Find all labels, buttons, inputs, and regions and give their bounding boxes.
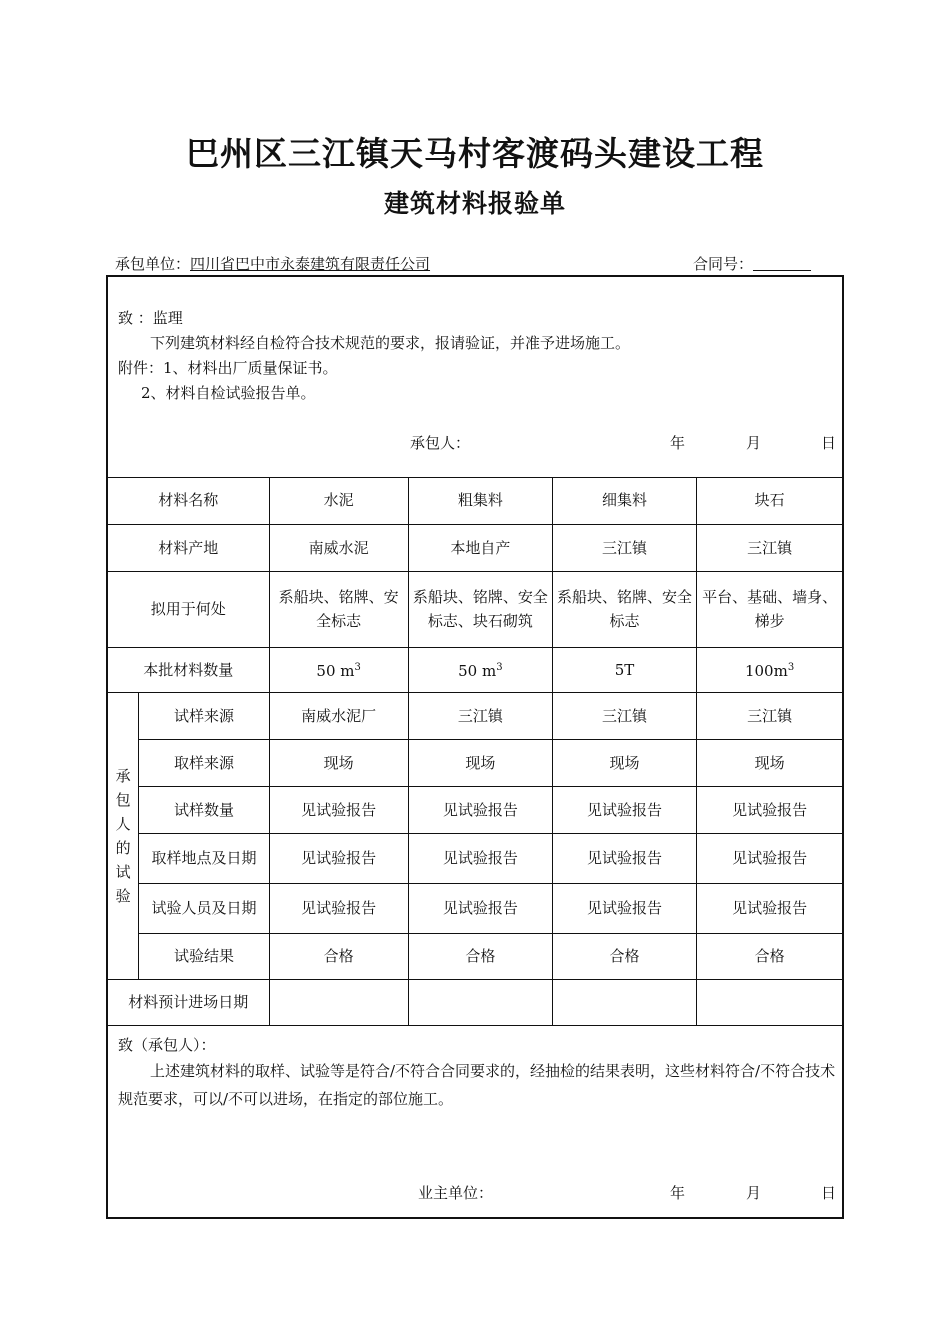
table-cell [697,739,842,786]
table-cell-text: 见试验报告 [442,849,518,867]
owner-date-day: 日 [821,1184,837,1202]
table-cell [408,477,552,524]
contract-number-line [693,253,811,274]
table-cell-text: 见试验报告 [732,800,808,819]
table-cell-text: 100m [744,662,788,680]
table-cell-text: 50 m [316,662,355,680]
table-cell-text: 见试验报告 [301,899,377,917]
owner-date-month: 月 [746,1184,762,1202]
row-label [108,979,269,1025]
table-cell [269,571,408,647]
table-row [108,979,842,1025]
table-cell-text: 见试验报告 [587,899,663,917]
table-cell [408,786,552,833]
table-cell [697,786,842,833]
form-subtitle: 建筑材料报验单 [383,189,566,218]
table-row [108,571,842,647]
table-cell [552,979,696,1025]
table-cell-text: 系船块、铭牌、安全标志 [278,588,399,630]
contractor-signer-label: 承包人： [410,434,471,452]
table-cell-text: 见试验报告 [442,800,518,819]
owner-response-section [108,1028,842,1217]
table-cell-text: 见试验报告 [587,800,663,819]
table-row [108,739,842,786]
table-row [108,883,842,933]
table-cell [408,933,552,979]
table-cell-text: 三江镇 [747,538,793,557]
table-cell [552,571,696,647]
table-cell-text: 见试验报告 [732,849,808,867]
table-cell-text: 南威水泥厂 [301,706,377,725]
date-month: 月 [746,434,762,452]
table-cell-text: 粗集料 [457,491,503,510]
table-cell-text: 见试验报告 [732,899,808,917]
table-row [108,692,842,739]
table-cell [697,833,842,883]
table-cell [269,477,408,524]
table-cell [552,524,696,571]
attachment-2: 2、材料自检试验报告单。 [141,384,316,402]
table-cell-text: 合格 [609,947,640,965]
unit-superscript: 3 [496,662,503,673]
table-cell [697,571,842,647]
table-cell [408,739,552,786]
row-label-text: 试样来源 [173,706,234,725]
table-cell [697,647,842,692]
material-table [108,477,842,1026]
table-cell [269,833,408,883]
table-row [108,933,842,979]
contractor-request-section [108,277,842,478]
row-label-text: 试样数量 [173,800,234,819]
table-cell-text: 现场 [323,753,354,772]
row-label-text: 本批材料数量 [143,660,234,679]
owner-addressee-line: 致（承包人）： [118,1036,216,1054]
table-cell-text: 三江镇 [747,706,793,725]
table-row [108,477,842,524]
contract-number-label: 合同号： [693,255,754,273]
table-cell [552,883,696,933]
row-label-text: 试验人员及日期 [151,899,257,917]
table-cell [408,571,552,647]
test-group-char: 验 [115,886,131,905]
table-cell-text: 现场 [465,753,496,772]
table-cell [269,647,408,692]
table-cell-text: 合格 [754,947,785,965]
table-cell-text: 三江镇 [457,706,503,725]
row-label [108,571,269,647]
table-cell [552,933,696,979]
row-label [139,883,269,933]
table-row [108,786,842,833]
table-cell-text: 系船块、铭牌、安全标志、块石砌筑 [412,588,548,630]
contractor-name: 四川省巴中市永泰建筑有限责任公司 [190,255,431,273]
table-cell [269,786,408,833]
table-cell [552,477,696,524]
table-cell-text: 三江镇 [602,538,648,557]
table-cell [697,979,842,1025]
table-cell [408,692,552,739]
table-cell [408,833,552,883]
date-day: 日 [821,434,837,452]
addressee-line: 致 ：监理 [118,309,183,327]
table-cell [697,524,842,571]
contractor-label: 承包单位： [115,255,191,273]
row-label [108,524,269,571]
row-label-text: 材料预计进场日期 [128,993,249,1011]
row-label-text: 拟用于何处 [150,600,226,618]
table-cell [552,647,696,692]
row-label-text: 取样地点及日期 [151,849,257,867]
table-cell-text: 见试验报告 [442,899,518,917]
test-group-char: 人 [115,814,131,833]
table-cell [552,833,696,883]
row-label [139,692,269,739]
row-label [139,786,269,833]
table-cell-text: 本地自产 [450,538,511,557]
table-cell-text: 三江镇 [602,706,648,725]
row-label-text: 取样来源 [173,753,234,772]
table-cell [697,692,842,739]
owner-response-body: 上述建筑材料的取样、试验等是符合/不符合合同要求的，经抽检的结果表明，这些材料符合/不符合技术规范要求，可以/不可以进场，在指定的部位施工。 [118,1062,836,1108]
table-cell-text: 50 m [458,662,497,680]
table-cell [269,883,408,933]
table-row [108,524,842,571]
table-cell-text: 见试验报告 [301,800,377,819]
table-cell-text: 水泥 [323,491,354,510]
request-body: 下列建筑材料经自检符合技术规范的要求，报请验证，并准予进场施工。 [150,334,631,352]
attachment-1: 附件：1、材料出厂质量保证书。 [118,359,338,377]
row-label [108,477,269,524]
table-cell-text: 现场 [754,753,785,772]
page-title: 巴州区三江镇天马村客渡码头建设工程 [186,134,764,173]
table-cell-text: 5T [614,660,635,679]
table-cell [269,692,408,739]
table-cell-text: 合格 [323,947,354,965]
table-row [108,833,842,883]
table-cell-text: 细集料 [602,491,648,510]
table-cell [408,524,552,571]
unit-superscript: 3 [787,662,795,673]
owner-date-year: 年 [670,1184,686,1202]
table-cell-text: 平台、基础、墙身、梯步 [702,588,838,630]
table-cell-text: 系船块、铭牌、安全标志 [557,588,693,630]
table-cell [269,739,408,786]
table-row [108,647,842,692]
table-cell [697,933,842,979]
table-cell-text: 见试验报告 [587,849,663,867]
table-cell [408,883,552,933]
table-cell [269,524,408,571]
unit-superscript: 3 [354,662,361,673]
table-cell [269,979,408,1025]
row-label-text: 材料名称 [158,491,219,510]
row-label [139,933,269,979]
table-cell-text: 见试验报告 [301,849,377,867]
test-group-char: 包 [115,790,131,809]
row-label [139,739,269,786]
test-group-label [108,692,139,979]
table-cell-text: 现场 [609,753,640,772]
row-label [139,833,269,883]
table-cell-text: 合格 [465,947,496,965]
row-label-text: 材料产地 [158,538,219,557]
table-cell-text: 块石 [754,491,785,510]
row-label-text: 试验结果 [173,947,234,965]
inspection-form [106,275,844,1219]
table-cell [552,739,696,786]
date-year: 年 [670,434,686,452]
table-cell-text: 南威水泥 [308,538,369,557]
owner-signer-label: 业主单位： [418,1184,494,1202]
table-cell [408,979,552,1025]
table-cell [552,786,696,833]
test-group-char: 的 [115,838,131,857]
table-cell [269,933,408,979]
table-cell [552,692,696,739]
test-group-char: 承 [115,766,131,785]
row-label [108,647,269,692]
table-cell [408,647,552,692]
table-cell [697,477,842,524]
test-group-char: 试 [115,862,131,881]
table-cell [697,883,842,933]
contract-number-blank [753,256,811,271]
contractor-line [115,253,430,274]
